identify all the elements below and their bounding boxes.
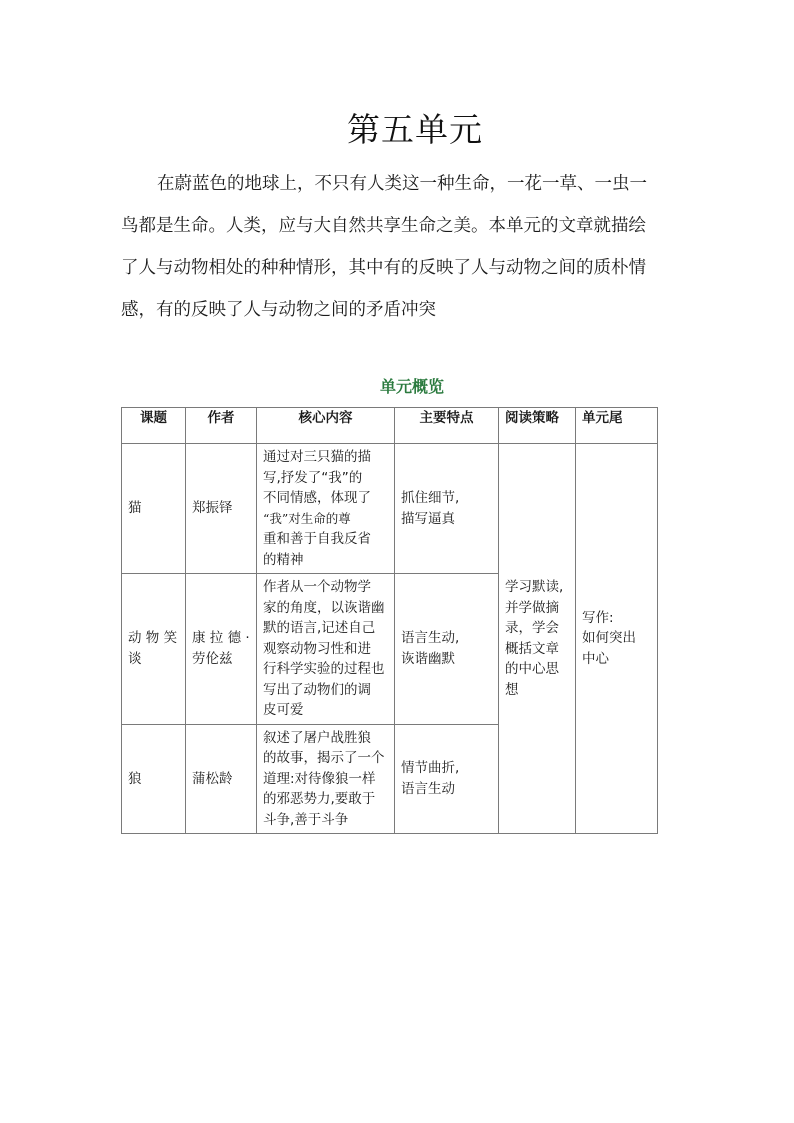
header-lesson: 课题 [122, 408, 186, 444]
overview-title: 单元概览 [379, 377, 444, 396]
content-line: 写,抒发了“我”的 [263, 469, 363, 486]
strategy-line: 录，学会 [505, 620, 559, 636]
features-line: 诙谐幽默 [401, 650, 455, 667]
content-line: 通过对三只猫的描 [263, 449, 371, 465]
content-line: 不同情感，体现了 [263, 490, 371, 506]
content-line: 道理:对待像狼一样 [263, 770, 376, 787]
content-cell [257, 724, 395, 834]
content-line: 行科学实验的过程也 [263, 661, 385, 677]
lesson-cell: 猫 [122, 444, 186, 574]
features-line: 抓住细节, [401, 490, 460, 506]
header-content: 核心内容 [257, 408, 395, 444]
strategy-line: 并学做摘 [505, 599, 559, 616]
strategy-line: 的中心思 [505, 661, 559, 677]
intro-line: 在蔚蓝色的地球上，不只有人类这一种生命，一花一草、一虫一 [157, 174, 647, 194]
unit-end-line: 如何突出 [582, 630, 636, 647]
intro-line: 了人与动物相处的种种情形，其中有的反映了人与动物之间的质朴情 [121, 258, 646, 278]
content-line: 的故事，揭示了一个 [263, 750, 385, 766]
author-cell: 蒲松龄 [186, 724, 257, 834]
strategy-cell [499, 444, 576, 834]
content-line: 的邪恶势力,要敢于 [263, 791, 376, 807]
content-line: 叙述了屠户战胜狼 [263, 729, 371, 746]
intro-line: 感，有的反映了人与动物之间的矛盾冲突 [121, 300, 436, 320]
author-line: 康 拉 德 · [192, 630, 250, 647]
lesson-cell [122, 574, 186, 725]
author-cell: 郑振铎 [186, 444, 257, 574]
intro-paragraph [121, 163, 681, 331]
features-line: 语言生动 [401, 780, 455, 797]
intro-line: 鸟都是生命。人类，应与大自然共享生命之美。本单元的文章就描绘 [121, 216, 646, 236]
strategy-line: 想 [505, 681, 519, 698]
header-strategy: 阅读策略 [499, 408, 576, 444]
lesson-line: 谈 [128, 650, 142, 667]
unit-end-cell [576, 444, 658, 834]
features-line: 语言生动, [401, 630, 460, 647]
features-cell [395, 574, 499, 725]
content-line: 的精神 [263, 551, 304, 568]
content-cell [257, 574, 395, 725]
unit-end-line: 中心 [582, 650, 609, 667]
header-unit-end: 单元尾 [576, 408, 658, 444]
lesson-cell: 狼 [122, 724, 186, 834]
content-line: 作者从一个动物学 [263, 579, 371, 595]
header-author: 作者 [186, 408, 257, 444]
unit-overview-table [121, 407, 658, 834]
author-cell [186, 574, 257, 725]
content-line: “我”对生命的尊 [263, 510, 351, 526]
content-line: 写出了动物们的调 [263, 681, 371, 698]
content-line: 重和善于自我反省 [263, 531, 371, 547]
strategy-line: 概括文章 [505, 640, 559, 657]
unit-title: 第五单元 [347, 110, 483, 149]
content-line: 观察动物习性和进 [263, 640, 371, 657]
features-cell [395, 724, 499, 834]
content-line: 默的语言,记述自己 [263, 620, 376, 636]
content-line: 皮可爱 [263, 702, 304, 718]
header-features: 主要特点 [395, 408, 499, 444]
table-row [122, 444, 658, 574]
author-line: 劳伦兹 [192, 650, 233, 667]
content-cell [257, 444, 395, 574]
content-line: 家的角度，以诙谐幽 [263, 599, 385, 616]
features-line: 描写逼真 [401, 510, 455, 527]
lesson-line: 动 物 笑 [128, 630, 178, 647]
features-line: 情节曲折, [401, 760, 460, 777]
content-line: 斗争,善于斗争 [263, 811, 349, 828]
unit-end-line: 写作: [582, 609, 614, 626]
table-header-row [122, 408, 658, 444]
features-cell [395, 444, 499, 574]
strategy-line: 学习默读, [505, 579, 564, 595]
